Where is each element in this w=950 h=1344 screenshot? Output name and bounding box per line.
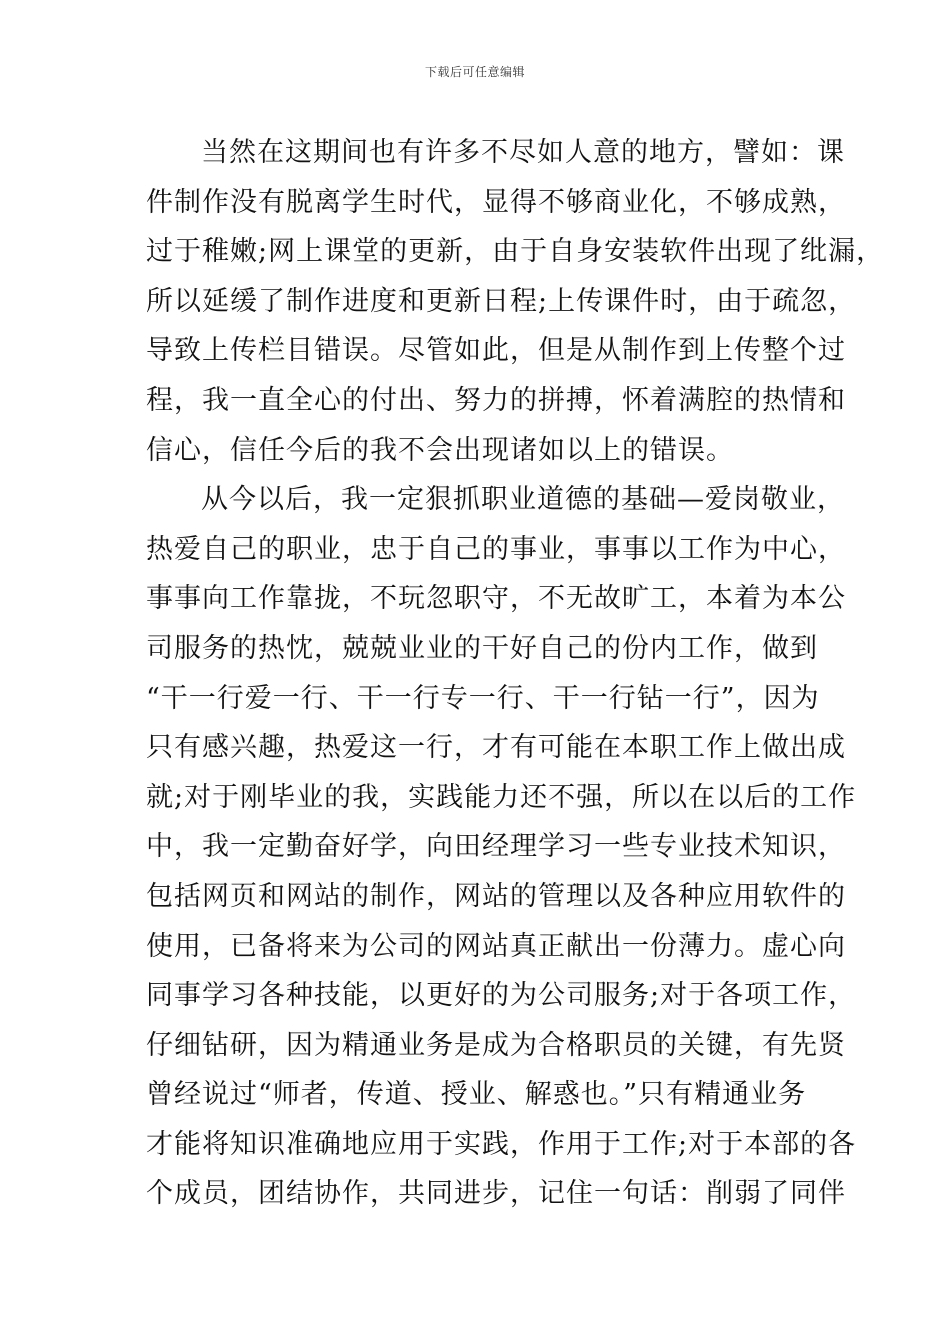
text-line: 包括网页和网站的制作，网站的管理以及各种应用软件的 bbox=[146, 880, 846, 912]
text-line: 同事学习各种技能，以更好的为公司服务;对于各项工作， bbox=[146, 980, 857, 1012]
text-line: 只有感兴趣，热爱这一行，才有可能在本职工作上做出成 bbox=[146, 732, 846, 764]
text-line: 个成员，团结协作，共同进步，记住一句话：削弱了同伴 bbox=[146, 1178, 846, 1210]
text-line: 所以延缓了制作进度和更新日程;上传课件时，由于疏忽， bbox=[146, 285, 857, 317]
text-line: 程，我一直全心的付出、努力的拼搏，怀着满腔的热情和 bbox=[146, 384, 846, 416]
text-line: 仔细钻研，因为精通业务是成为合格职员的关键，有先贤 bbox=[146, 1029, 846, 1061]
text-line: 导致上传栏目错误。尽管如此，但是从制作到上传整个过 bbox=[146, 335, 846, 367]
text-line: 件制作没有脱离学生时代，显得不够商业化，不够成熟， bbox=[146, 186, 846, 218]
text-line: 信心，信任今后的我不会出现诸如以上的错误。 bbox=[146, 434, 734, 466]
text-line: 司服务的热忱，兢兢业业的干好自己的份内工作，做到 bbox=[146, 632, 818, 664]
text-line: 热爱自己的职业，忠于自己的事业，事事以工作为中心， bbox=[146, 533, 846, 565]
paragraph-2 bbox=[146, 475, 857, 1219]
text-line: 过于稚嫩;网上课堂的更新，由于自身安装软件出现了纰漏， bbox=[146, 236, 885, 268]
text-line: 事事向工作靠拢，不玩忽职守，不无故旷工，本着为本公 bbox=[146, 583, 846, 615]
text-line: 从今以后，我一定狠抓职业道德的基础—爱岗敬业， bbox=[201, 484, 845, 516]
text-line: “干一行爱一行、干一行专一行、干一行钻一行”，因为 bbox=[146, 682, 820, 714]
text-line: 使用，已备将来为公司的网站真正献出一份薄力。虚心向 bbox=[146, 930, 846, 962]
text-line: 当然在这期间也有许多不尽如人意的地方，譬如：课 bbox=[201, 137, 845, 168]
text-line: 就;对于刚毕业的我，实践能力还不强，所以在以后的工作 bbox=[146, 781, 857, 813]
text-line: 曾经说过“师者，传道、授业、解惑也。”只有精通业务 bbox=[146, 1079, 807, 1111]
page-header: 下载后可任意编辑 bbox=[424, 65, 525, 79]
text-line: 才能将知识准确地应用于实践，作用于工作;对于本部的各 bbox=[146, 1128, 857, 1160]
paragraph-1 bbox=[146, 128, 885, 475]
text-line: 中，我一定勤奋好学，向田经理学习一些专业技术知识， bbox=[146, 831, 846, 863]
body-text bbox=[146, 128, 885, 1219]
